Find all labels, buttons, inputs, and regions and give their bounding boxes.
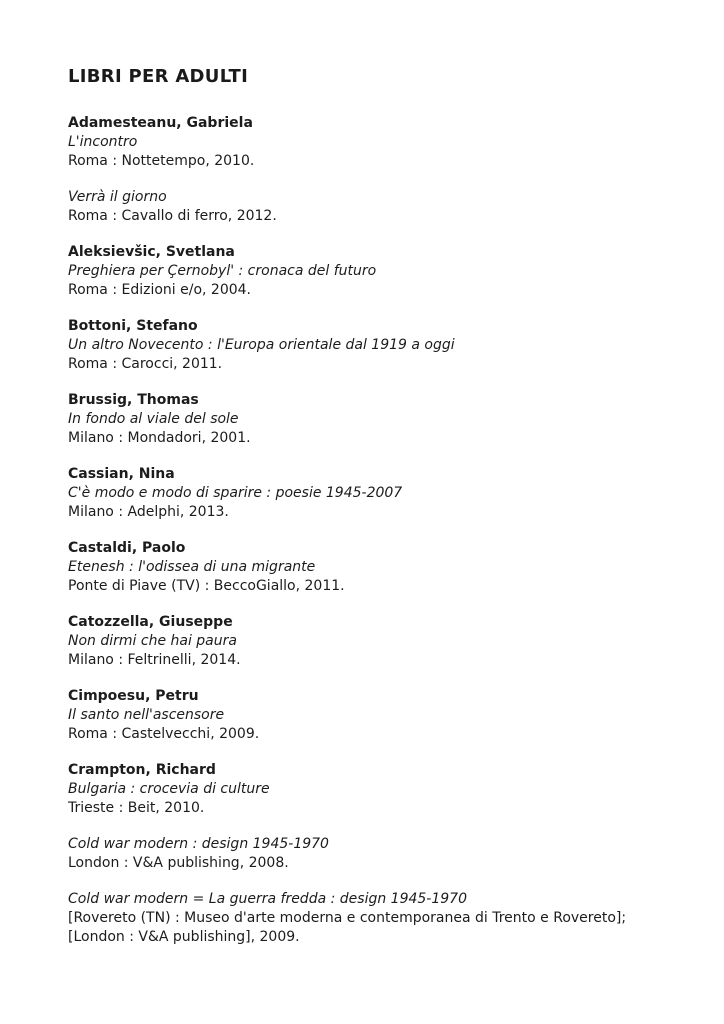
entry-title: Un altro Novecento : l'Europa orientale dal 1919 a oggi bbox=[68, 337, 455, 353]
entry-title: Preghiera per Çernobyl' : cronaca del futuro bbox=[68, 263, 377, 279]
entry-publication: Milano : Feltrinelli, 2014. bbox=[68, 652, 241, 668]
bibliography-entry bbox=[68, 890, 684, 947]
entry-author: Castaldi, Paolo bbox=[68, 540, 186, 556]
entry-publication: Roma : Edizioni e/o, 2004. bbox=[68, 282, 252, 298]
entry-title: Verrà il giorno bbox=[68, 189, 167, 205]
bibliography-entry bbox=[68, 317, 684, 374]
entry-author: Bottoni, Stefano bbox=[68, 318, 198, 334]
entry-title: In fondo al viale del sole bbox=[68, 411, 239, 427]
bibliography-entry bbox=[68, 539, 684, 596]
entry-publication: London : V&A publishing, 2008. bbox=[68, 855, 289, 871]
entry-publication: Roma : Castelvecchi, 2009. bbox=[68, 726, 260, 742]
entry-author: Adamesteanu, Gabriela bbox=[68, 115, 253, 131]
entry-title: Bulgaria : crocevia di culture bbox=[68, 781, 270, 797]
entry-author: Aleksievšic, Svetlana bbox=[68, 244, 235, 260]
entry-title: L'incontro bbox=[68, 134, 138, 150]
entry-publication: Milano : Mondadori, 2001. bbox=[68, 430, 251, 446]
entry-author: Catozzella, Giuseppe bbox=[68, 614, 233, 630]
entry-title: Non dirmi che hai paura bbox=[68, 633, 237, 649]
entry-publication: [London : V&A publishing], 2009. bbox=[68, 929, 300, 945]
entry-publication: Milano : Adelphi, 2013. bbox=[68, 504, 229, 520]
entry-publication: Roma : Nottetempo, 2010. bbox=[68, 153, 255, 169]
bibliography-entry bbox=[68, 613, 684, 670]
bibliography-entry bbox=[68, 761, 684, 818]
bibliography-entry bbox=[68, 687, 684, 744]
entry-publication: [Rovereto (TN) : Museo d'arte moderna e contemporanea di Trento e Rovereto]; bbox=[68, 910, 627, 926]
entry-title: Il santo nell'ascensore bbox=[68, 707, 225, 723]
entry-title: Cold war modern : design 1945-1970 bbox=[68, 836, 329, 852]
entry-author: Brussig, Thomas bbox=[68, 392, 199, 408]
page-title: LIBRI PER ADULTI bbox=[68, 66, 249, 87]
bibliography-entry bbox=[68, 114, 684, 171]
bibliography-entry bbox=[68, 835, 684, 873]
entry-publication: Ponte di Piave (TV) : BeccoGiallo, 2011. bbox=[68, 578, 345, 594]
entry-publication: Trieste : Beit, 2010. bbox=[68, 800, 205, 816]
bibliography-entry bbox=[68, 243, 684, 300]
entry-author: Cassian, Nina bbox=[68, 466, 175, 482]
entry-author: Crampton, Richard bbox=[68, 762, 216, 778]
entry-publication: Roma : Cavallo di ferro, 2012. bbox=[68, 208, 277, 224]
entry-publication: Roma : Carocci, 2011. bbox=[68, 356, 223, 372]
entry-author: Cimpoesu, Petru bbox=[68, 688, 199, 704]
bibliography-entry bbox=[68, 391, 684, 448]
entry-title: Cold war modern = La guerra fredda : design 1945-1970 bbox=[68, 891, 467, 907]
entry-title: Etenesh : l'odissea di una migrante bbox=[68, 559, 316, 575]
bibliography-entry bbox=[68, 465, 684, 522]
bibliography-entry bbox=[68, 188, 684, 226]
entry-title: C'è modo e modo di sparire : poesie 1945-2007 bbox=[68, 485, 403, 501]
